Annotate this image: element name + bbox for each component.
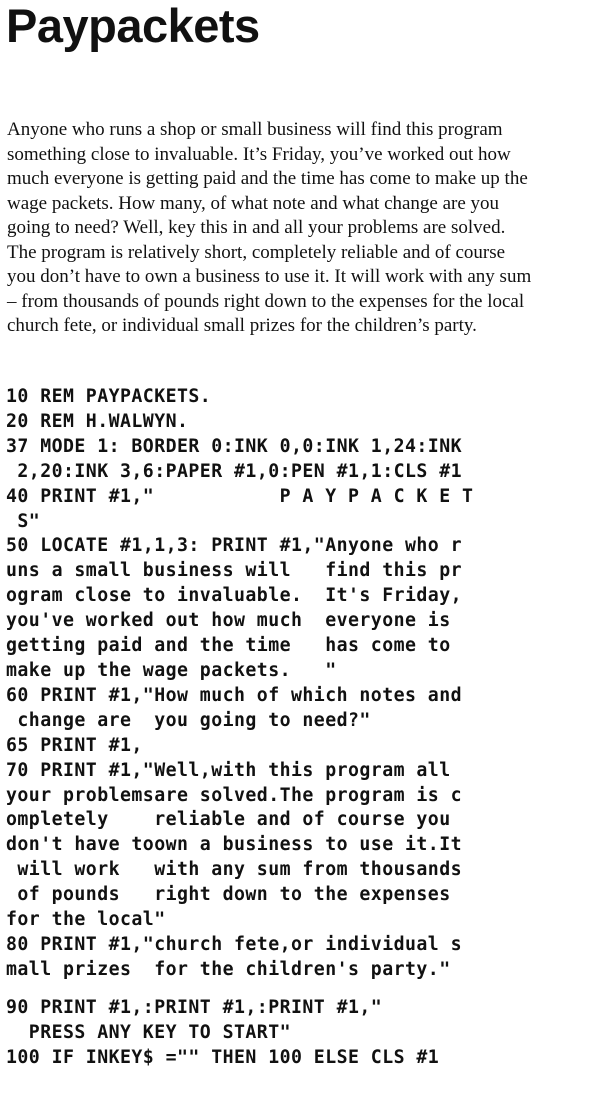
code-listing — [6, 385, 609, 1070]
code-line: will work with any sum from thousands — [6, 859, 462, 881]
code-line: of pounds right down to the expenses — [6, 884, 451, 906]
code-line: 70 PRINT #1,"Well,with this program all — [6, 759, 451, 781]
code-line: 90 PRINT #1,:PRINT #1,:PRINT #1," — [6, 996, 383, 1018]
code-line: you've worked out how much everyone is — [6, 610, 451, 632]
code-line: 40 PRINT #1," P A Y P A C K E T — [6, 485, 474, 507]
code-line: getting paid and the time has come to — [6, 635, 451, 657]
code-line: make up the wage packets. " — [6, 659, 337, 681]
code-spacer — [6, 983, 609, 996]
intro-line: – from thousands of pounds right down to the expenses for the local — [7, 290, 525, 312]
code-line: for the local" — [6, 909, 166, 931]
code-line: 100 IF INKEY$ ="" THEN 100 ELSE CLS #1 — [6, 1046, 440, 1068]
code-line: 20 REM H.WALWYN. — [6, 410, 189, 432]
code-line: 10 REM PAYPACKETS. — [6, 386, 212, 407]
intro-line: much everyone is getting paid and the time has come to make up the — [7, 168, 528, 189]
code-line: 50 LOCATE #1,1,3: PRINT #1,"Anyone who r — [6, 535, 462, 557]
intro-line: going to need? Well, key this in and all your problems are solved. — [7, 217, 506, 238]
intro-paragraph — [7, 118, 607, 339]
intro-line: you don’t have to own a business to use it. It will work with any sum — [7, 266, 532, 287]
intro-line: wage packets. How many, of what note and what change are you — [7, 192, 500, 214]
code-line: 80 PRINT #1,"church fete,or individual s — [6, 933, 462, 955]
code-line: mall prizes for the children's party." — [6, 958, 451, 980]
code-line: your problemsare solved.The program is c — [6, 784, 462, 806]
code-line: 65 PRINT #1, — [6, 734, 143, 756]
intro-line: something close to invaluable. It’s Friday, you’ve worked out how — [7, 143, 511, 165]
page-title: Paypackets — [6, 0, 260, 52]
intro-line: Anyone who runs a shop or small business will find this program — [7, 119, 503, 140]
code-line: PRESS ANY KEY TO START" — [6, 1021, 291, 1043]
code-line: uns a small business will find this pr — [6, 560, 462, 582]
code-line: change are you going to need?" — [6, 709, 371, 731]
code-line: ompletely reliable and of course you — [6, 809, 451, 831]
intro-line: The program is relatively short, completely reliable and of course — [7, 241, 506, 263]
code-line: ogram close to invaluable. It's Friday, — [6, 585, 462, 607]
code-line: 37 MODE 1: BORDER 0:INK 0,0:INK 1,24:INK — [6, 435, 462, 457]
code-line: don't have toown a business to use it.It — [6, 834, 462, 856]
code-line: 60 PRINT #1,"How much of which notes and — [6, 684, 462, 706]
code-line: 2,20:INK 3,6:PAPER #1,0:PEN #1,1:CLS #1 — [6, 460, 462, 482]
intro-line: church fete, or individual small prizes for the children’s party. — [7, 315, 477, 336]
code-line: S" — [6, 510, 41, 532]
